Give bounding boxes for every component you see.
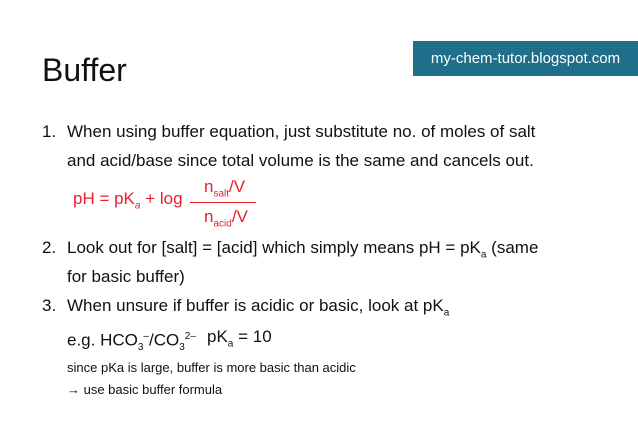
item-1-line-1: When using buffer equation, just substitute no. of moles of salt bbox=[67, 122, 536, 141]
example-pka: $pK_a = 10$ bbox=[207, 327, 272, 350]
fraction-denominator: $n_{acid}/V$ bbox=[204, 207, 248, 230]
example-formula: e.g. $HCO_3^-/CO_3^{2-}$ bbox=[67, 330, 196, 354]
item-3-line-1: When unsure if buffer is acidic or basic, look at $pK_a$ bbox=[67, 296, 450, 319]
item-2-line-1: Look out for [salt] = [acid] which simply means pH = $pK_a$ (same bbox=[67, 238, 539, 261]
item-1-line-2: and acid/base since total volume is the same and cancels out. bbox=[67, 151, 534, 170]
note-use-formula: → use basic buffer formula bbox=[67, 382, 223, 397]
blog-banner: my-chem-tutor.blogspot.com bbox=[413, 41, 638, 76]
equation-lhs: pH = $pK_a + \log$ bbox=[73, 189, 183, 212]
item-1-number: 1. bbox=[42, 122, 57, 141]
item-2-number: 2. bbox=[42, 238, 57, 257]
item-2-line-2: for basic buffer) bbox=[67, 267, 185, 286]
fraction-bar bbox=[190, 202, 256, 203]
arrow-right-icon: → bbox=[67, 382, 80, 397]
item-3-number: 3. bbox=[42, 296, 57, 315]
note-large-pka: since pKa is large, buffer is more basic than acidic bbox=[67, 360, 356, 375]
slide-title: Buffer bbox=[42, 52, 127, 88]
fraction-numerator: $n_{salt}/V$ bbox=[204, 177, 246, 200]
